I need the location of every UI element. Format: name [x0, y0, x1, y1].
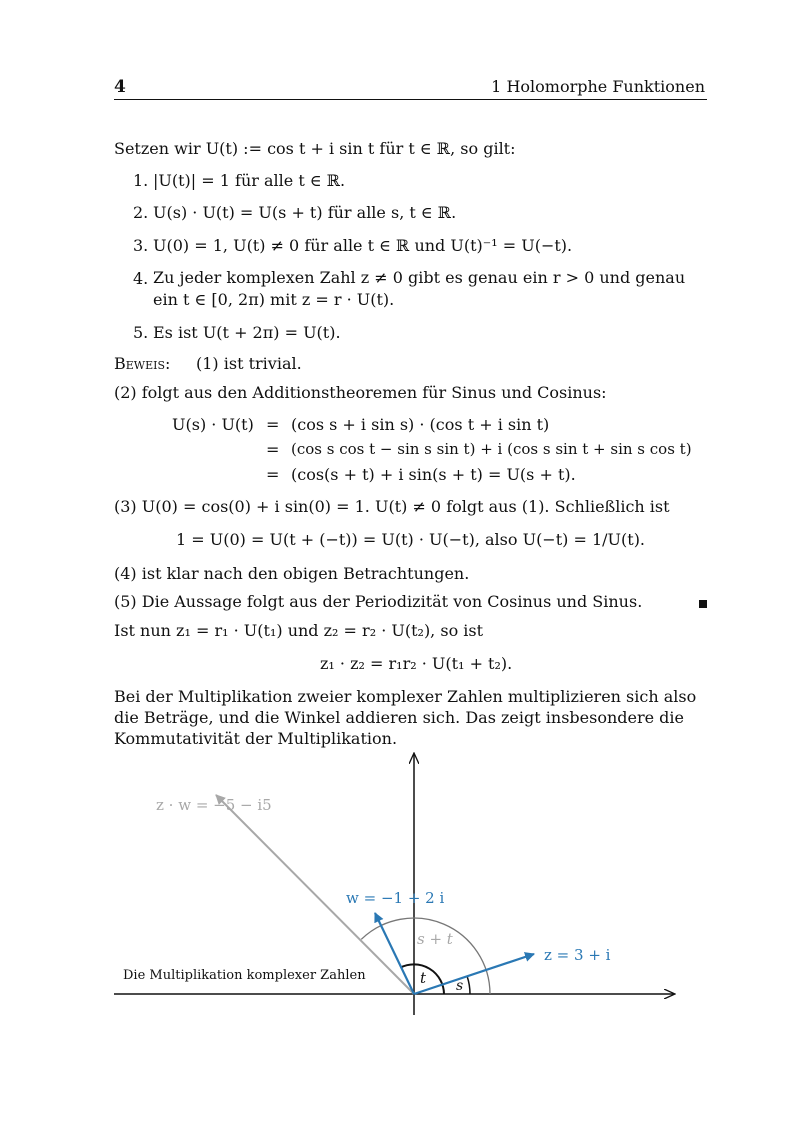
product-equation: z₁ · z₂ = r₁r₂ · U(t₁ + t₂).: [320, 654, 513, 673]
paragraph: Ist nun z₁ = r₁ · U(t₁) und z₂ = r₂ · U(t₂), so ist: [114, 621, 484, 640]
intro-text: Setzen wir U(t) := cos t + i sin t für t ∈ ℝ, so gilt:: [114, 139, 516, 158]
equation-rhs: (cos s + i sin s) · (cos t + i sin t): [291, 415, 550, 434]
proof-part-5: (5) Die Aussage folgt aus der Periodizität von Cosinus und Sinus.: [114, 592, 643, 611]
page-number: 4: [114, 77, 126, 97]
list-item-text: U(0) = 1, U(t) ≠ 0 für alle t ∈ ℝ und U(t)⁻¹ = U(−t).: [153, 236, 573, 255]
list-item-number: 1.: [133, 171, 149, 190]
proof-label: Beweis:: [114, 354, 171, 373]
equation-rhs: (cos s cos t − sin s sin t) + i (cos s sin t + sin s cos t): [291, 440, 692, 458]
equation-relation: =: [266, 415, 280, 434]
list-item-text: Zu jeder komplexen Zahl z ≠ 0 gibt es genau ein r > 0 und genau ein t ∈ [0, 2π) mit z = r · U(t).: [153, 268, 686, 309]
label-w: w = −1 + 2 i: [346, 889, 445, 907]
list-item-text: U(s) · U(t) = U(s + t) für alle s, t ∈ ℝ.: [153, 203, 457, 222]
vector-z: [414, 954, 534, 994]
vector-w: [375, 913, 414, 994]
chapter-title: 1 Holomorphe Funktionen: [491, 77, 705, 96]
list-item-number: 5.: [133, 323, 149, 342]
equation-relation: =: [266, 440, 280, 459]
label-t: t: [420, 969, 427, 987]
label-s-plus-t: s + t: [417, 930, 453, 948]
list-item-text: Es ist U(t + 2π) = U(t).: [153, 323, 341, 342]
list-item-number: 2.: [133, 203, 149, 222]
list-item-number: 4.: [133, 269, 149, 288]
proof-part-3: (3) U(0) = cos(0) + i sin(0) = 1. U(t) ≠ 0 folgt aus (1). Schließlich ist: [114, 497, 670, 516]
equation-relation: =: [266, 465, 280, 484]
angle-arc-s: [467, 976, 470, 994]
label-z: z = 3 + i: [544, 946, 611, 964]
paragraph: Bei der Multiplikation zweier komplexer Zahlen multiplizieren sich also die Beträge, und die Winkel addieren sich. Das zeigt insbesondere die Kommutativität der Multiplikation.: [114, 687, 697, 748]
list-item-number: 3.: [133, 236, 149, 255]
proof-part-2: (2) folgt aus den Additionstheoremen für Sinus und Cosinus:: [114, 383, 607, 402]
proof-equation-3: 1 = U(0) = U(t + (−t)) = U(t) · U(−t), also U(−t) = 1/U(t).: [176, 530, 646, 549]
proof-part-1: (1) ist trivial.: [196, 354, 302, 373]
proof-part-4: (4) ist klar nach den obigen Betrachtungen.: [114, 564, 470, 583]
figure-caption: Die Multiplikation komplexer Zahlen: [123, 968, 366, 983]
list-item-text: |U(t)| = 1 für alle t ∈ ℝ.: [153, 171, 346, 190]
equation-lhs: U(s) · U(t): [172, 415, 254, 434]
label-s: s: [456, 978, 464, 994]
equation-rhs: (cos(s + t) + i sin(s + t) = U(s + t).: [291, 465, 576, 484]
label-zw: z · w = −5 − i5: [156, 796, 272, 814]
